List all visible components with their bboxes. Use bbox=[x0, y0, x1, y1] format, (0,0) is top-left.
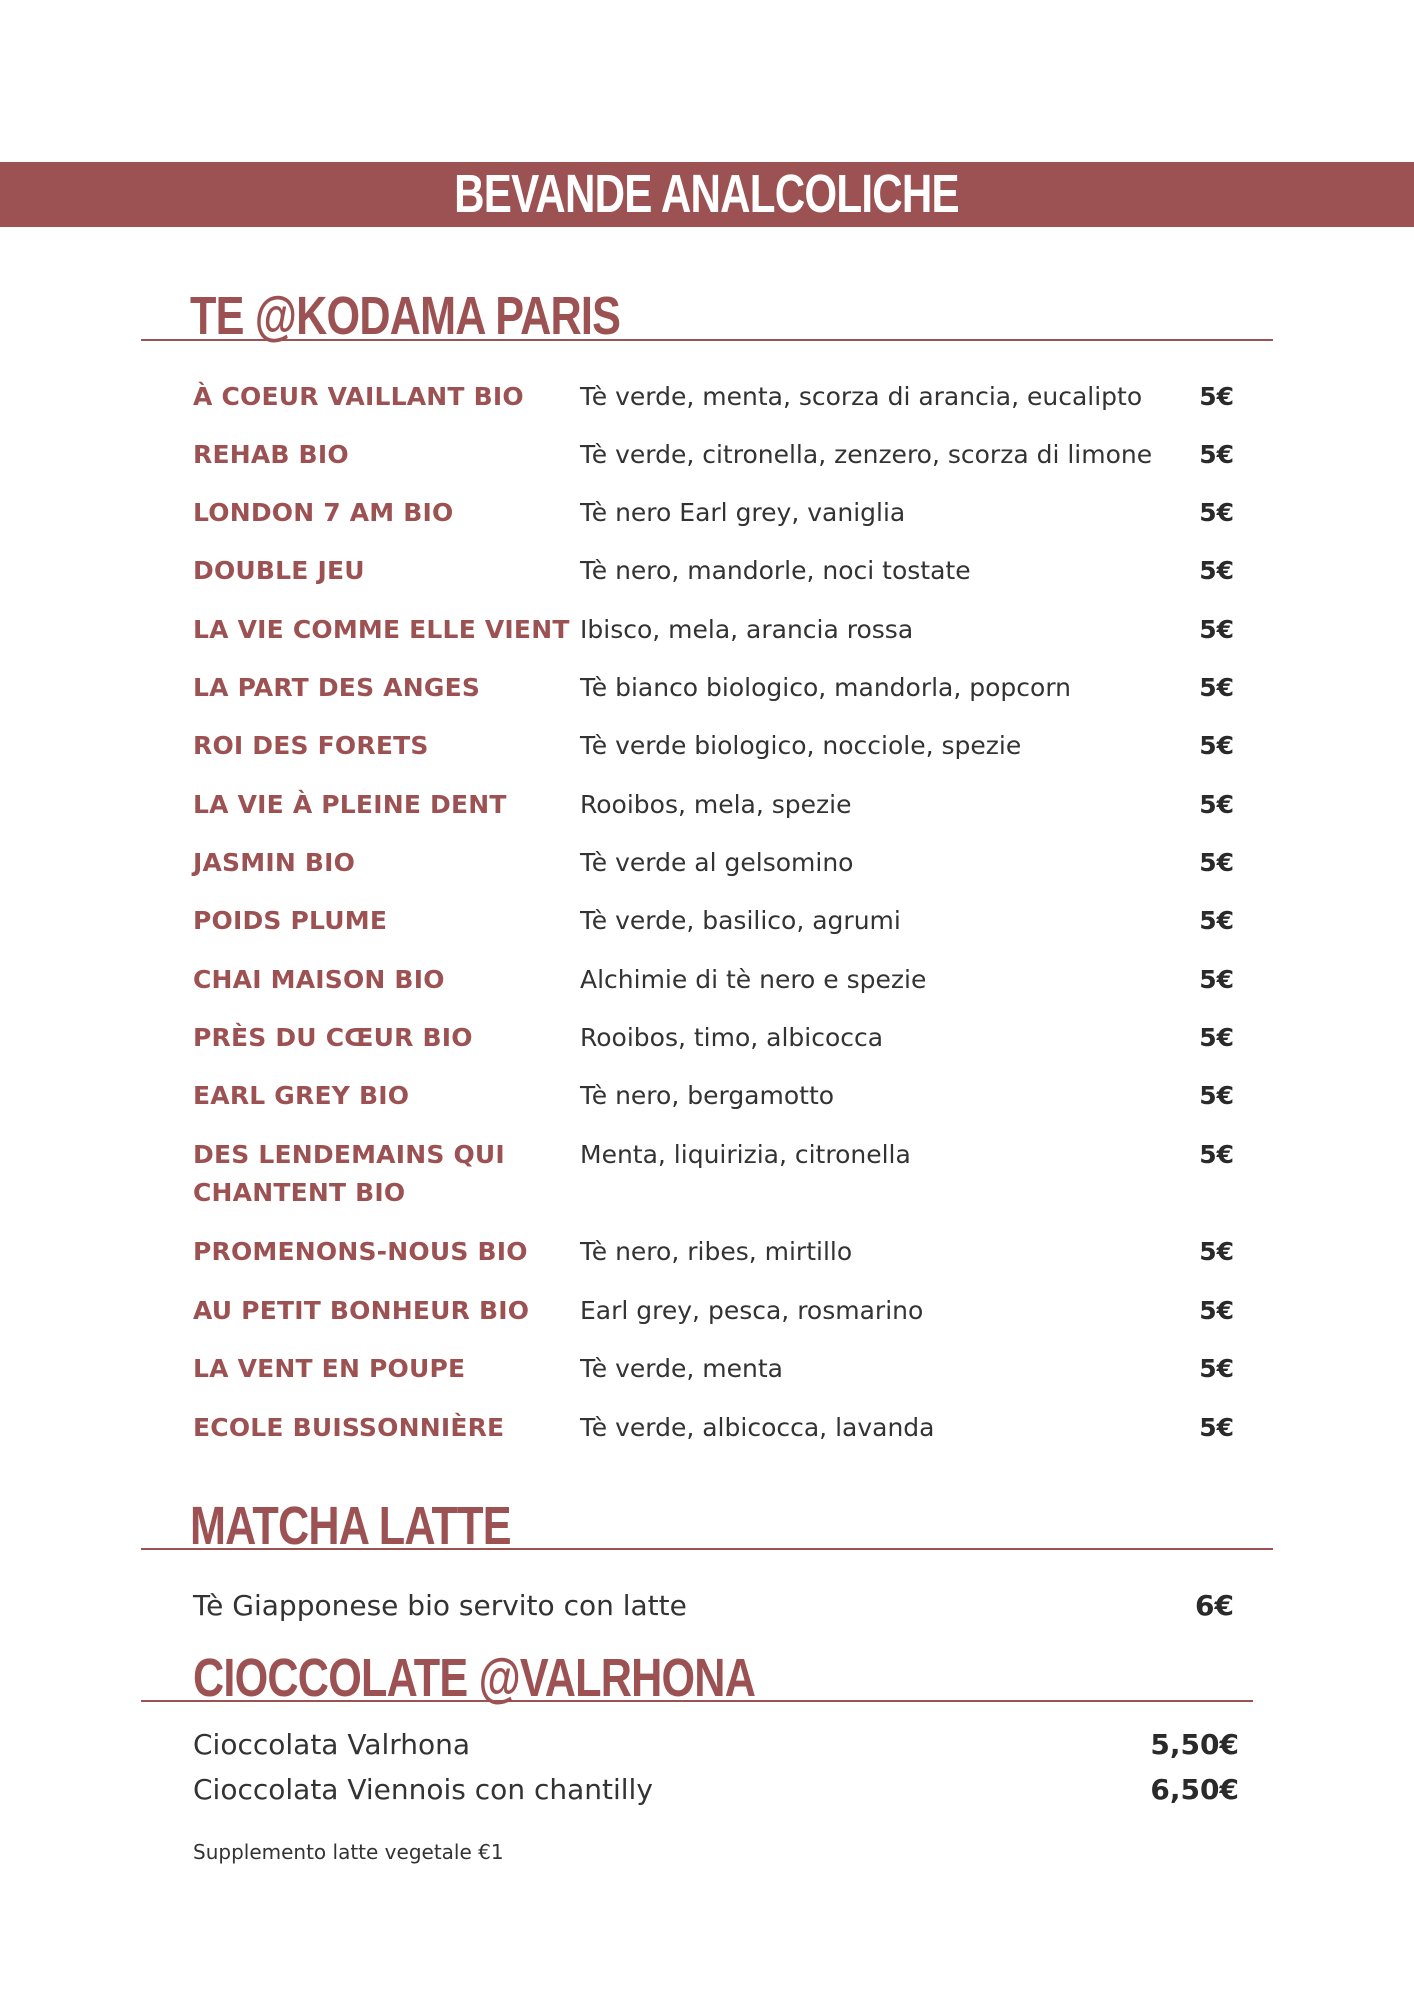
tea-name: LA VENT EN POUPE bbox=[193, 1354, 466, 1383]
tea-price: 5€ bbox=[1199, 790, 1234, 819]
tea-description: Tè nero, mandorle, noci tostate bbox=[580, 556, 971, 585]
tea-description: Rooibos, mela, spezie bbox=[580, 790, 852, 819]
matcha-section-title: MATCHA LATTE bbox=[190, 1496, 511, 1556]
tea-description: Ibisco, mela, arancia rossa bbox=[580, 615, 914, 644]
section-banner bbox=[0, 162, 1414, 227]
list-item bbox=[0, 727, 1414, 767]
list-item bbox=[0, 961, 1414, 1001]
tea-description: Tè verde al gelsomino bbox=[580, 848, 854, 877]
tea-price: 5€ bbox=[1199, 498, 1234, 527]
tea-description: Tè verde, albicocca, lavanda bbox=[580, 1413, 935, 1442]
tea-description: Tè verde, basilico, agrumi bbox=[580, 906, 901, 935]
chocolate-item-name: Cioccolata Valrhona bbox=[193, 1728, 471, 1761]
list-item bbox=[0, 611, 1414, 651]
tea-price: 5€ bbox=[1199, 965, 1234, 994]
list-item bbox=[0, 1350, 1414, 1390]
list-item bbox=[0, 844, 1414, 884]
matcha-price: 6€ bbox=[1195, 1589, 1234, 1622]
tea-name: À COEUR VAILLANT BIO bbox=[193, 382, 524, 411]
tea-description: Tè verde, citronella, zenzero, scorza di limone bbox=[580, 440, 1153, 469]
tea-name: LA PART DES ANGES bbox=[193, 673, 481, 702]
tea-name: DES LENDEMAINS QUI CHANTENT BIO bbox=[193, 1140, 505, 1207]
tea-description: Tè nero, ribes, mirtillo bbox=[580, 1237, 853, 1266]
tea-price: 5€ bbox=[1199, 848, 1234, 877]
list-item bbox=[0, 378, 1414, 418]
matcha-section-rule bbox=[141, 1548, 1273, 1550]
tea-price: 5€ bbox=[1199, 673, 1234, 702]
list-item bbox=[0, 436, 1414, 476]
tea-name: LONDON 7 AM BIO bbox=[193, 498, 454, 527]
banner-title: BEVANDE ANALCOLICHE bbox=[454, 164, 960, 224]
list-item bbox=[0, 1077, 1414, 1117]
chocolate-item-price: 5,50€ bbox=[1150, 1728, 1239, 1761]
tea-description: Tè nero Earl grey, vaniglia bbox=[580, 498, 906, 527]
tea-name: ECOLE BUISSONNIÈRE bbox=[193, 1413, 505, 1442]
tea-name: REHAB BIO bbox=[193, 440, 349, 469]
list-item bbox=[0, 1019, 1414, 1059]
tea-name: CHAI MAISON BIO bbox=[193, 965, 445, 994]
list-item bbox=[0, 1233, 1414, 1273]
tea-price: 5€ bbox=[1199, 1296, 1234, 1325]
tea-name: PRÈS DU CŒUR BIO bbox=[193, 1023, 473, 1052]
list-item bbox=[0, 902, 1414, 942]
tea-description: Tè verde, menta bbox=[580, 1354, 783, 1383]
matcha-description: Tè Giapponese bio servito con latte bbox=[193, 1589, 687, 1622]
tea-name: DOUBLE JEU bbox=[193, 556, 365, 585]
tea-description: Tè nero, bergamotto bbox=[580, 1081, 835, 1110]
chocolate-item-price: 6,50€ bbox=[1150, 1773, 1239, 1806]
tea-name: JASMIN BIO bbox=[193, 848, 356, 877]
list-item bbox=[0, 669, 1414, 709]
tea-name: EARL GREY BIO bbox=[193, 1081, 410, 1110]
tea-price: 5€ bbox=[1199, 906, 1234, 935]
tea-price: 5€ bbox=[1199, 1081, 1234, 1110]
tea-price: 5€ bbox=[1199, 1237, 1234, 1266]
list-item bbox=[0, 786, 1414, 826]
tea-description: Tè verde biologico, nocciole, spezie bbox=[580, 731, 1022, 760]
tea-description: Alchimie di tè nero e spezie bbox=[580, 965, 927, 994]
chocolate-section-rule bbox=[141, 1700, 1253, 1702]
tea-price: 5€ bbox=[1199, 1023, 1234, 1052]
tea-name: LA VIE COMME ELLE VIENT bbox=[193, 615, 570, 644]
list-item bbox=[0, 1409, 1414, 1449]
list-item bbox=[0, 494, 1414, 534]
tea-price: 5€ bbox=[1199, 1140, 1234, 1169]
tea-price: 5€ bbox=[1199, 1413, 1234, 1442]
tea-price: 5€ bbox=[1199, 440, 1234, 469]
tea-section-rule bbox=[141, 339, 1273, 341]
list-item bbox=[0, 1136, 1414, 1216]
tea-price: 5€ bbox=[1199, 615, 1234, 644]
tea-description: Tè verde, menta, scorza di arancia, eucalipto bbox=[580, 382, 1143, 411]
tea-description: Rooibos, timo, albicocca bbox=[580, 1023, 884, 1052]
list-item bbox=[0, 552, 1414, 592]
tea-name: AU PETIT BONHEUR BIO bbox=[193, 1296, 530, 1325]
tea-price: 5€ bbox=[1199, 731, 1234, 760]
tea-description: Tè bianco biologico, mandorla, popcorn bbox=[580, 673, 1072, 702]
tea-description: Menta, liquirizia, citronella bbox=[580, 1140, 911, 1169]
tea-price: 5€ bbox=[1199, 1354, 1234, 1383]
tea-description: Earl grey, pesca, rosmarino bbox=[580, 1296, 924, 1325]
tea-name: ROI DES FORETS bbox=[193, 731, 429, 760]
tea-section-title: TE @KODAMA PARIS bbox=[190, 286, 621, 346]
tea-name: POIDS PLUME bbox=[193, 906, 388, 935]
chocolate-section-title: CIOCCOLATE @VALRHONA bbox=[193, 1648, 756, 1708]
tea-name: PROMENONS-NOUS BIO bbox=[193, 1237, 528, 1266]
tea-price: 5€ bbox=[1199, 556, 1234, 585]
list-item bbox=[0, 1292, 1414, 1332]
chocolate-item-name: Cioccolata Viennois con chantilly bbox=[193, 1773, 653, 1806]
supplement-note: Supplemento latte vegetale €1 bbox=[193, 1840, 504, 1864]
tea-name: LA VIE À PLEINE DENT bbox=[193, 790, 507, 819]
tea-price: 5€ bbox=[1199, 382, 1234, 411]
